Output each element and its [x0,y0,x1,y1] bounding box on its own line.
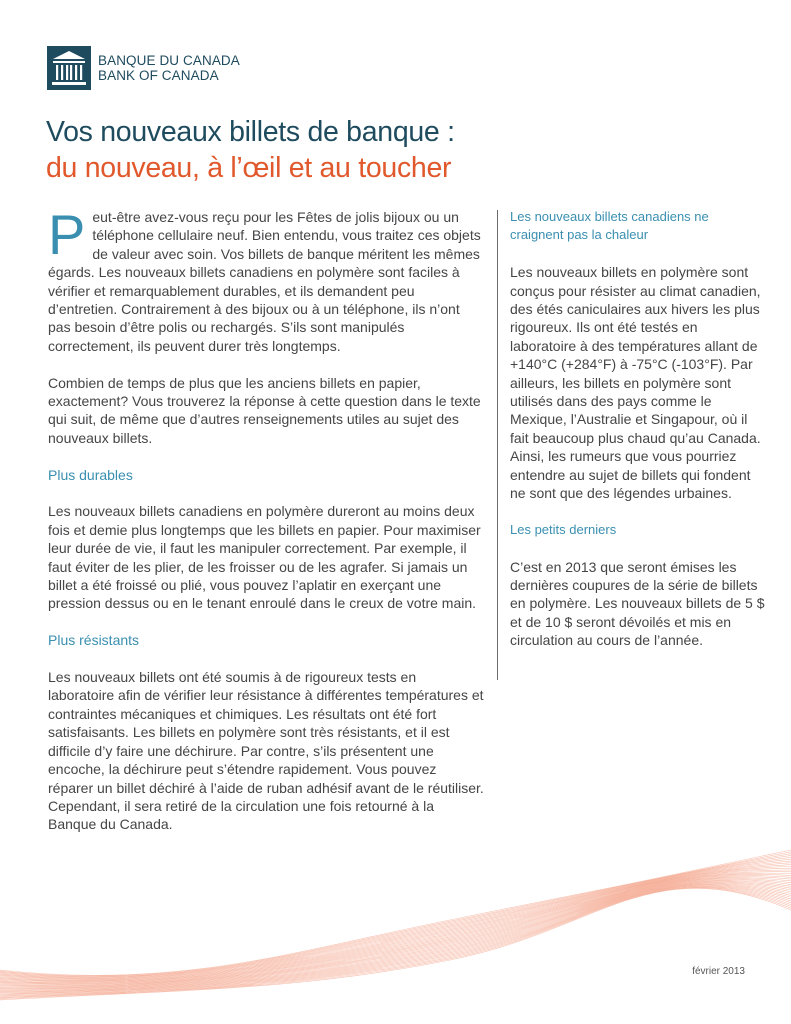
wave-line [0,877,791,986]
paragraph-2: Combien de temps de plus que les anciens billets en papier, exactement? Vous trouverez la réponse à cette question dans le texte qui suit, de même que d’autres renseignements utiles au sujet des nouveaux billets. [48,374,481,446]
title-line-2: du nouveau, à l’œil et au toucher [46,152,452,184]
wave-line [0,882,791,991]
section-heading-resistants: Plus résistants [48,632,140,649]
drop-cap: P [48,203,86,266]
right-column [510,208,765,668]
page-title [46,114,455,186]
publication-date: février 2013 [692,966,745,977]
section-heading-petits-derniers: Les petits derniers [510,521,617,537]
section-text-chaleur: Les nouveaux billets en polymère sont conçus pour résister au climat canadien, des étés caniculaires aux hivers les plus rigoureux. Ils ont été testés en laboratoire à des températures allant de +140°C (+284°F) à -75°C (-103°F). Par ailleurs, les billets en polymère sont utilisés dans des pays comme le Mexique, l’Australie et Singapour, où il fait beaucoup plus chaud qu’au Canada. Ainsi, les rumeurs que vous pourriez entendre au sujet de billets qui fondent ne sont que des légendes urbaines. [510,264,761,502]
section-text-resistants: Les nouveaux billets ont été soumis à de rigoureux tests en laboratoire afin de vérifier leur résistance à différentes températures et contraintes mécaniques et chimiques. Les résultats ont été fort satisfaisants. Les billets en polymère sont très résistants, et il est difficile d’y faire une déchirure. Par contre, s’ils présentent une encoche, la déchirure peut s’étendre rapidement. Vous pouvez réparer un billet déchiré à l’aide de ruban adhésif avant de le réutiliser. Cependant, il sera retiré de la circulation une fois retourné à la Banque du Canada. [48,669,484,833]
section-text-durables: Les nouveaux billets canadiens en polymère dureront au moins deux fois et demie plus longtemps que les billets en papier. Pour maximiser leur durée de vie, il faut les manipuler correctement. Par exemple, il faut éviter de les plier, de les froisser ou de les agrafer. Si jamais un billet a été froissé ou plié, vous pouvez l’aplatir en exerçant une pression dessus ou en le tenant enroulé dans le creux de votre main. [48,503,481,612]
section-heading-chaleur: Les nouveaux billets canadiens ne craignent pas la chaleur [510,209,709,243]
title-line-1: Vos nouveaux billets de banque : [46,116,455,148]
wave-line [0,855,791,977]
wave-line [0,852,791,976]
wave-line [0,879,791,987]
left-column [48,203,485,852]
section-text-petits-derniers: C’est en 2013 que seront émises les dernières coupures de la série de billets en polymère. Les nouveaux billets de 5 $ et de 10 $ seront dévoilés et mis en circulation au cours de l’année. [510,558,765,649]
wave-line [0,880,791,988]
bank-building-icon [47,46,91,90]
section-heading-durables: Plus durables [48,466,133,483]
bank-name [98,53,240,83]
bank-logo [47,46,240,90]
wave-line [0,850,791,975]
bank-name-en: BANK OF CANADA [98,68,219,83]
decorative-wave-lines [0,820,791,1024]
wave-line [0,881,791,990]
column-divider [497,210,498,680]
bank-name-fr: BANQUE DU CANADA [98,53,240,68]
intro-text: eut-être avez-vous reçu pour les Fêtes de jolis bijoux ou un téléphone cellulaire neuf. Bien entendu, vous traitez ces objets de valeur avec soin. Vos billets de banque méritent les mêmes égards. Les nouveaux billets canadiens en polymère sont faciles à vérifier et remarquablement durables, et ils demandent peu d’entretien. Contrairement à des bijoux ou à un téléphone, ils n’ont pas besoin d’être polis ou rechargés. S’ils sont manipulés correctement, ils peuvent durer très longtemps. [48,209,481,354]
intro-paragraph [48,203,485,355]
